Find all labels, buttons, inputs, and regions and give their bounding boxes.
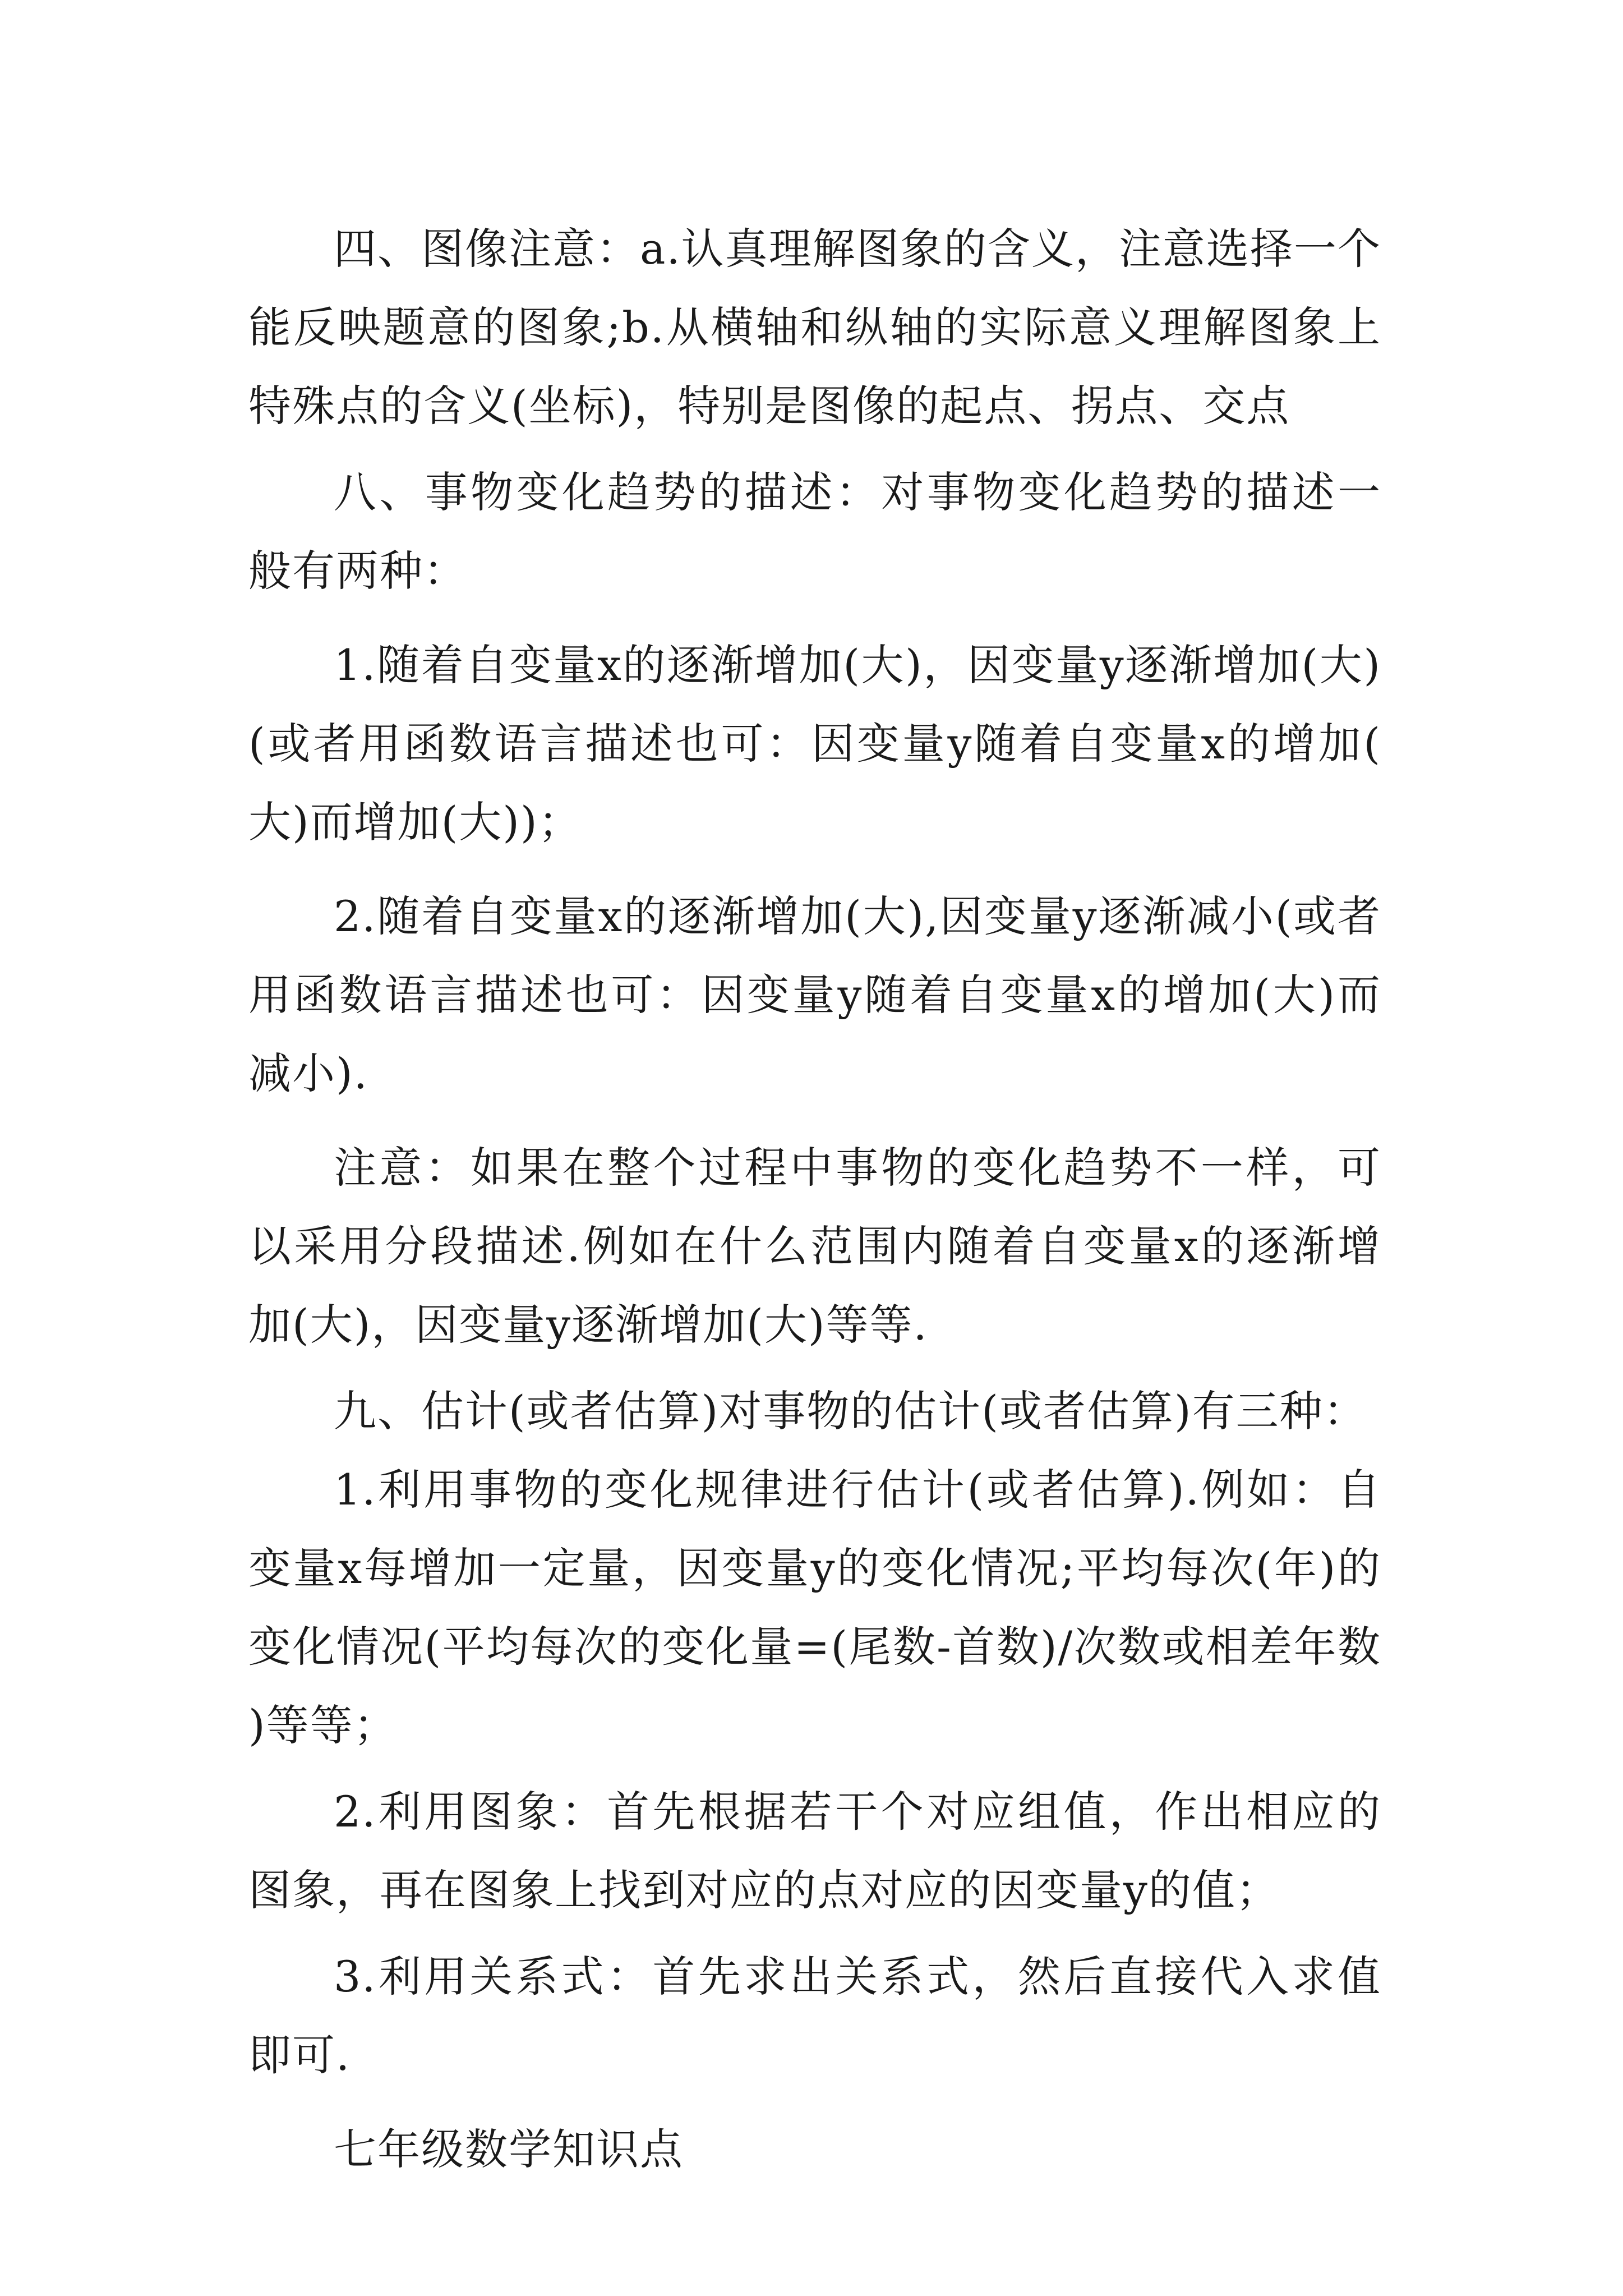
paragraph-estimation-formula: 3.利用关系式：首先求出关系式，然后直接代入求值即可.: [248, 1952, 1381, 2080]
paragraph-estimation-graph: 2.利用图象：首先根据若干个对应组值，作出相应的图象，再在图象上找到对应的点对应的因变量y的值；: [248, 1787, 1381, 1915]
paragraph-trend-increase: 1.随着自变量x的逐渐增加(大)，因变量y逐渐增加(大)(或者用函数语言描述也可：因变量y随着自变量x的增加(大)而增加(大))；: [248, 640, 1381, 847]
paragraph-trend-decrease: 2.随着自变量x的逐渐增加(大),因变量y逐渐减小(或者用函数语言描述也可：因变量y随着自变量x的增加(大)而减小).: [248, 891, 1381, 1098]
paragraph-estimation: 九、估计(或者估算)对事物的估计(或者估算)有三种：: [334, 1386, 1367, 1436]
paragraph-image-notes: 四、图像注意：a.认真理解图象的含义，注意选择一个能反映题意的图象;b.从横轴和纵轴的实际意义理解图象上特殊点的含义(坐标)，特别是图像的起点、拐点、交点: [248, 224, 1381, 431]
paragraph-trend-description: 八、事物变化趋势的描述：对事物变化趋势的描述一般有两种：: [248, 467, 1381, 596]
paragraph-note: 注意：如果在整个过程中事物的变化趋势不一样，可以采用分段描述.例如在什么范围内随着自变量x的逐渐增加(大)，因变量y逐渐增加(大)等等.: [248, 1143, 1381, 1350]
section-heading: 七年级数学知识点: [334, 2124, 684, 2174]
document-body: [248, 210, 1381, 2189]
paragraph-estimation-pattern: 1.利用事物的变化规律进行估计(或者估算).例如：自变量x每增加一定量，因变量y的变化情况;平均每次(年)的变化情况(平均每次的变化量=(尾数-首数)/次数或相差年数)等等；: [248, 1465, 1381, 1750]
